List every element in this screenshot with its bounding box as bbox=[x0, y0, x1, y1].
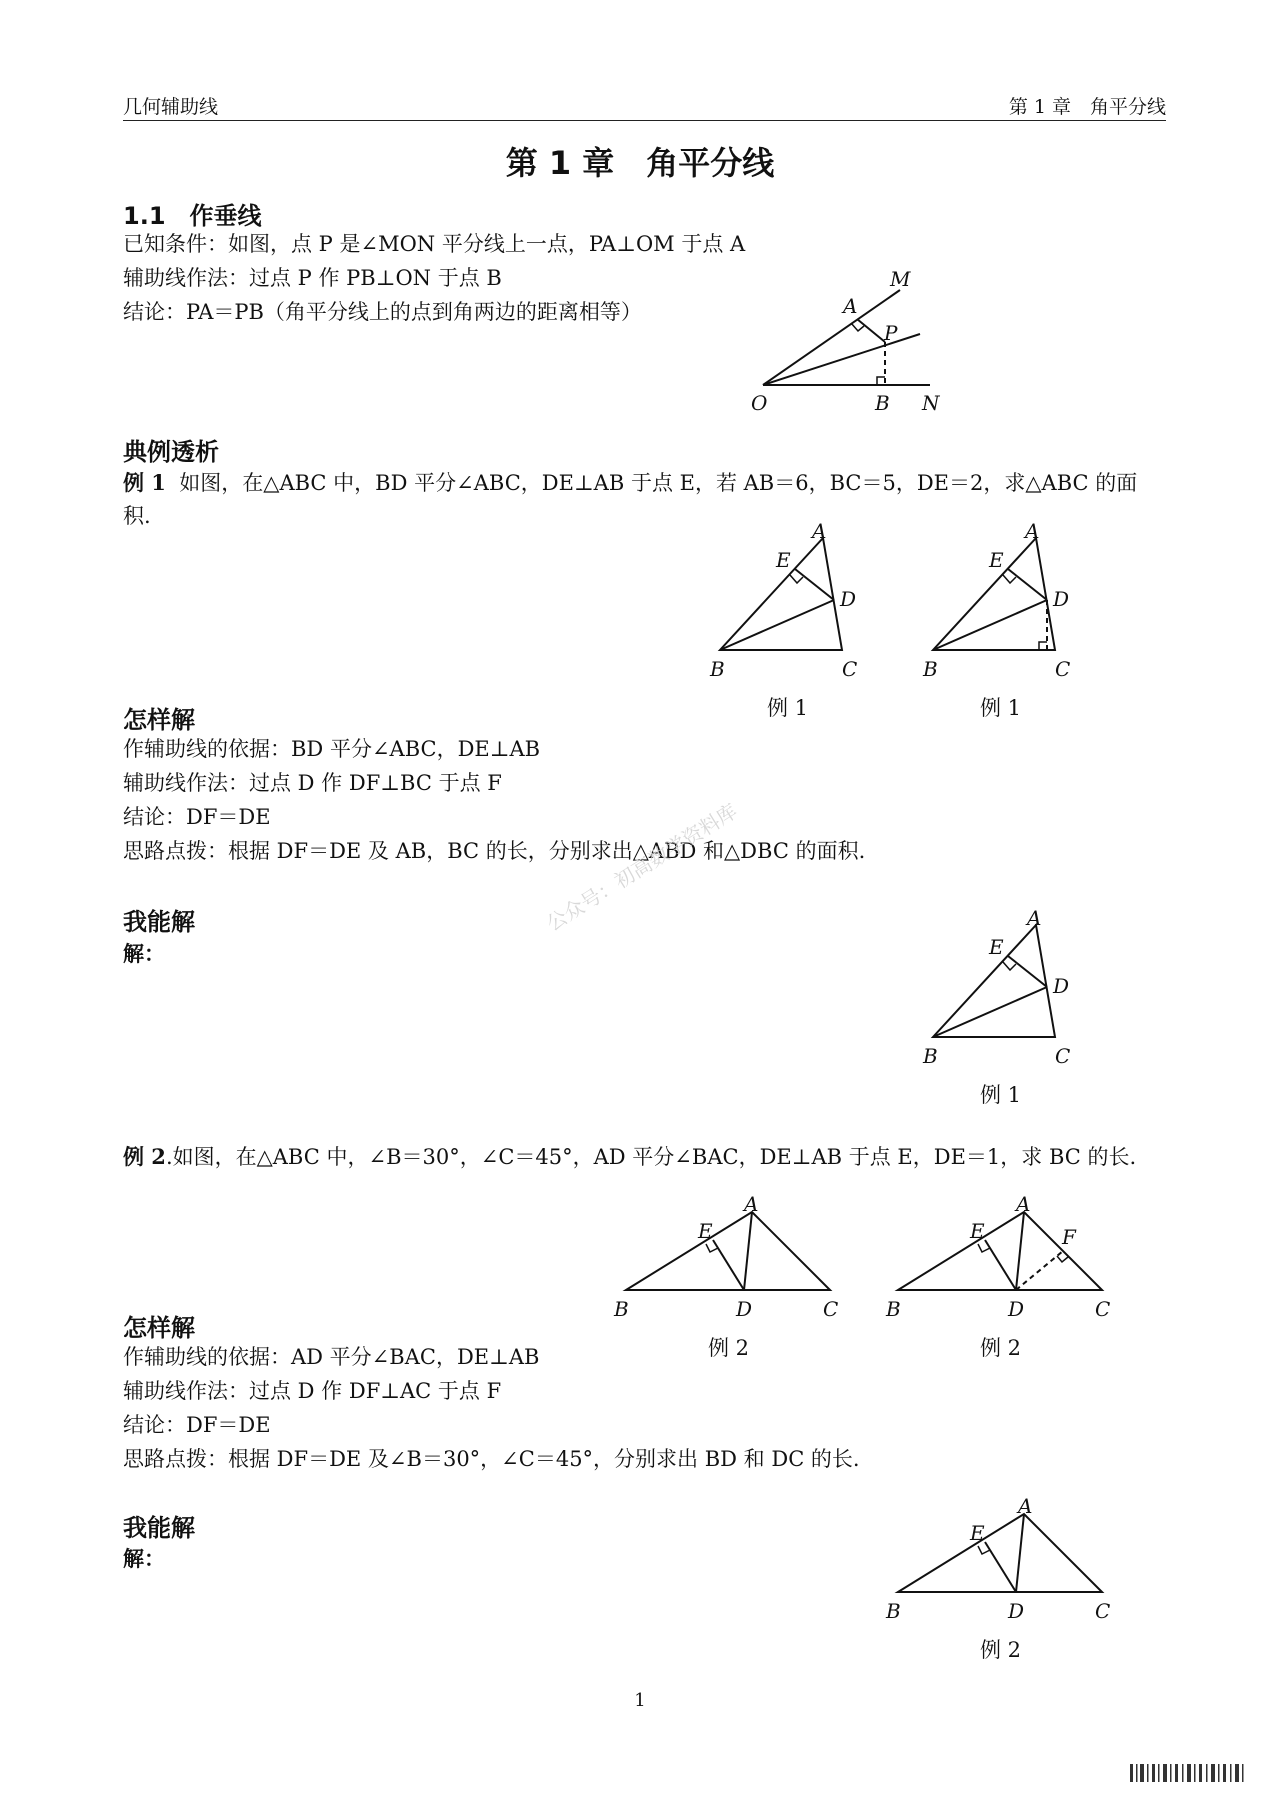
ex2-hint: 思路点拨：根据 DF＝DE 及∠B＝30°，∠C＝45°，分别求出 BD 和 DC 的长. bbox=[123, 1447, 860, 1471]
example1-statement bbox=[123, 466, 1137, 500]
ex1-fig3-label-a: A bbox=[1027, 906, 1042, 930]
header-rule bbox=[123, 120, 1166, 121]
barcode-icon bbox=[1130, 1760, 1250, 1786]
ex2-fig2-label-b: B bbox=[886, 1297, 901, 1321]
ex2-caption-1: 例 2 bbox=[708, 1336, 750, 1360]
ex2-conclusion: 结论：DF＝DE bbox=[123, 1413, 271, 1437]
segment-bd-2 bbox=[933, 600, 1047, 650]
ex1-method: 辅助线作法：过点 D 作 DF⊥BC 于点 F bbox=[123, 771, 502, 795]
ex2-fig1-label-b: B bbox=[614, 1297, 629, 1321]
ex2-triangle-1 bbox=[626, 1212, 830, 1290]
ex2-how-heading: 怎样解 bbox=[123, 1314, 195, 1342]
ex1-fig1-label-a: A bbox=[812, 519, 827, 543]
example1-label: 例 1 bbox=[123, 470, 166, 495]
ex2-solve-heading: 我能解 bbox=[123, 1514, 195, 1542]
ex1-fig2-label-c: C bbox=[1055, 657, 1071, 681]
watermark: 公众号：初高数学资料库 bbox=[542, 798, 742, 936]
example2-statement bbox=[123, 1140, 1136, 1174]
ex2-segment-de-2 bbox=[985, 1240, 1016, 1290]
ex2-segment-ad-1 bbox=[744, 1212, 752, 1290]
ex1-conclusion: 结论：DF＝DE bbox=[123, 805, 271, 829]
ex2-fig1-label-d: D bbox=[736, 1297, 753, 1321]
label-p: P bbox=[884, 321, 898, 345]
section-heading: 1.1 作垂线 bbox=[123, 202, 262, 230]
segment-bd-1 bbox=[720, 600, 834, 650]
ex1-caption-1: 例 1 bbox=[767, 696, 809, 720]
ex2-segment-df-2 bbox=[1016, 1251, 1063, 1290]
ex2-segment-ad-3 bbox=[1016, 1514, 1024, 1592]
ray-op bbox=[763, 334, 920, 385]
ex2-caption-2: 例 2 bbox=[980, 1336, 1022, 1360]
ex1-caption-2: 例 1 bbox=[980, 696, 1022, 720]
triangle-abc-1 bbox=[720, 538, 842, 650]
ex1-how-heading: 怎样解 bbox=[123, 706, 195, 734]
segment-de-3 bbox=[1008, 956, 1047, 987]
ex2-triangle-3 bbox=[898, 1514, 1102, 1592]
ex2-fig1-label-a: A bbox=[744, 1192, 759, 1216]
ex1-fig3-label-b: B bbox=[923, 1044, 938, 1068]
page-number: 1 bbox=[634, 1690, 646, 1711]
segment-bd-3 bbox=[933, 987, 1047, 1037]
ex2-fig2-label-f: F bbox=[1062, 1225, 1076, 1249]
chapter-title: 第 1 章 角平分线 bbox=[505, 144, 775, 182]
ex1-fig2-label-b: B bbox=[923, 657, 938, 681]
ray-om bbox=[763, 290, 900, 385]
label-b: B bbox=[875, 391, 890, 415]
header-right: 第 1 章 角平分线 bbox=[1008, 96, 1166, 118]
label-o: O bbox=[751, 391, 768, 415]
ex1-fig1-label-e: E bbox=[776, 548, 791, 572]
ex2-fig3-label-b: B bbox=[886, 1599, 901, 1623]
ex2-segment-de-3 bbox=[985, 1542, 1016, 1592]
segment-de-1 bbox=[795, 569, 834, 600]
example2-text: .如图，在△ABC 中，∠B＝30°，∠C＝45°，AD 平分∠BAC，DE⊥AB 于点 E，DE＝1，求 BC 的长. bbox=[165, 1145, 1137, 1169]
segment-de-2 bbox=[1008, 569, 1047, 600]
method-text: 辅助线作法：过点 P 作 PB⊥ON 于点 B bbox=[123, 266, 502, 290]
ex2-fig3-label-d: D bbox=[1008, 1599, 1025, 1623]
ex1-basis: 作辅助线的依据：BD 平分∠ABC，DE⊥AB bbox=[123, 737, 541, 761]
ex1-fig2-label-a: A bbox=[1025, 519, 1040, 543]
ex2-fig2-label-d: D bbox=[1008, 1297, 1025, 1321]
ex2-solve-label: 解： bbox=[123, 1546, 165, 1571]
ex1-solve-heading: 我能解 bbox=[123, 908, 195, 936]
ex2-fig3-label-e: E bbox=[970, 1521, 985, 1545]
example1-text: 如图，在△ABC 中，BD 平分∠ABC，DE⊥AB 于点 E，若 AB＝6，BC＝5，DE＝2，求△ABC 的面 bbox=[179, 471, 1138, 495]
ex2-fig2-label-c: C bbox=[1095, 1297, 1111, 1321]
ex1-caption-3: 例 1 bbox=[980, 1083, 1022, 1107]
ex1-fig2-label-d: D bbox=[1053, 587, 1070, 611]
ex1-fig1-label-b: B bbox=[710, 657, 725, 681]
given-text: 已知条件：如图，点 P 是∠MON 平分线上一点，PA⊥OM 于点 A bbox=[123, 232, 746, 256]
ex1-fig3-label-c: C bbox=[1055, 1044, 1071, 1068]
example1-text-cont: 积. bbox=[123, 504, 151, 528]
triangle-abc-2 bbox=[933, 538, 1055, 650]
example2-label: 例 2 bbox=[123, 1144, 166, 1169]
label-n: N bbox=[922, 391, 940, 415]
ex1-fig2-label-e: E bbox=[989, 548, 1004, 572]
ex2-fig1-label-e: E bbox=[698, 1219, 713, 1243]
ex2-segment-ad-2 bbox=[1016, 1212, 1024, 1290]
ex2-fig3-label-a: A bbox=[1018, 1494, 1033, 1518]
ex2-fig3-label-c: C bbox=[1095, 1599, 1111, 1623]
conclusion-text: 结论：PA＝PB（角平分线上的点到角两边的距离相等） bbox=[123, 300, 642, 324]
ex2-caption-3: 例 2 bbox=[980, 1638, 1022, 1662]
ex1-hint: 思路点拨：根据 DF＝DE 及 AB，BC 的长，分别求出△ABD 和△DBC 的面积. bbox=[123, 839, 866, 863]
ex1-fig1-label-d: D bbox=[840, 587, 857, 611]
ex2-fig2-label-a: A bbox=[1016, 1192, 1031, 1216]
ex2-method: 辅助线作法：过点 D 作 DF⊥AC 于点 F bbox=[123, 1379, 502, 1403]
ex1-solve-label: 解： bbox=[123, 941, 165, 966]
ex2-triangle-2 bbox=[898, 1212, 1102, 1290]
header-left: 几何辅助线 bbox=[123, 96, 219, 118]
ex2-fig2-label-e: E bbox=[970, 1219, 985, 1243]
label-a: A bbox=[843, 294, 858, 318]
ex1-fig3-label-d: D bbox=[1053, 974, 1070, 998]
ex1-fig1-label-c: C bbox=[842, 657, 858, 681]
examples-heading: 典例透析 bbox=[123, 438, 219, 466]
label-m: M bbox=[890, 267, 911, 291]
ex1-fig3-label-e: E bbox=[989, 935, 1004, 959]
ex2-fig1-label-c: C bbox=[823, 1297, 839, 1321]
triangle-abc-3 bbox=[933, 925, 1055, 1037]
ex2-basis: 作辅助线的依据：AD 平分∠BAC，DE⊥AB bbox=[123, 1345, 540, 1369]
ex2-segment-de-1 bbox=[713, 1240, 744, 1290]
segment-pa bbox=[857, 319, 885, 342]
